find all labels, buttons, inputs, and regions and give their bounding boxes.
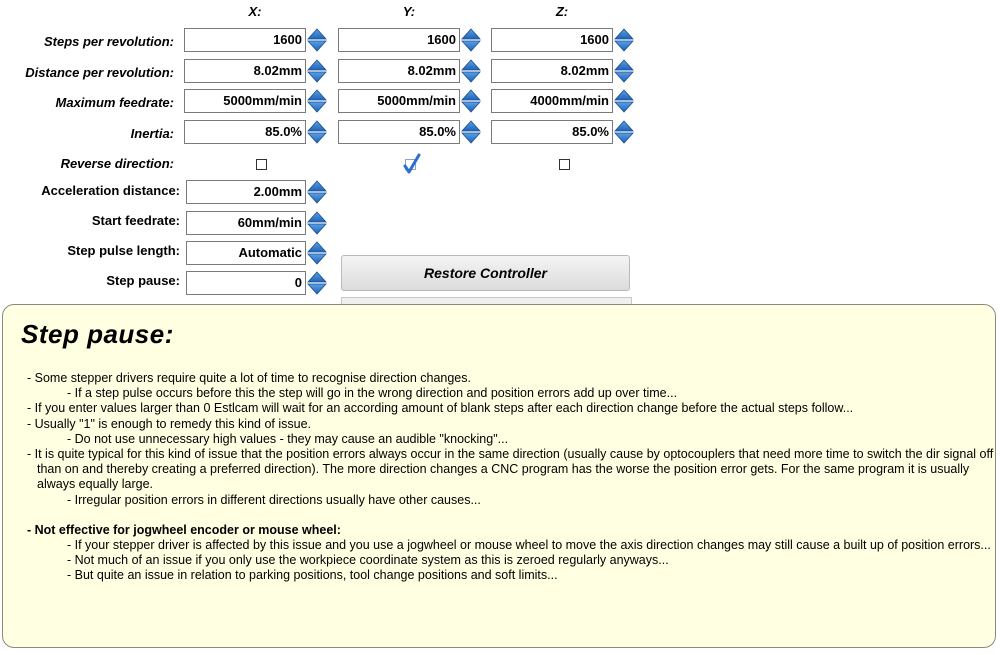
tooltip-line: - If your stepper driver is affected by this issue and you use a jogwheel or mouse wheel to move the axis direction changes may still cause a built up of position errors... xyxy=(67,538,991,553)
maximum-feedrate-label: Maximum feedrate: xyxy=(55,95,174,110)
step-pulse-length-label: Step pulse length: xyxy=(67,243,180,258)
restore-controller-button[interactable]: Restore Controller xyxy=(341,255,630,291)
steps-per-revolution-y-field[interactable]: 1600 xyxy=(338,28,460,52)
inertia-y-field[interactable]: 85.0% xyxy=(338,120,460,144)
distance-per-revolution-y-field[interactable]: 8.02mm xyxy=(338,59,460,83)
steps-per-revolution-z-spinner-icon[interactable] xyxy=(614,28,634,52)
steps-per-revolution-x-spinner-icon[interactable] xyxy=(307,28,327,52)
maximum-feedrate-z-field[interactable]: 4000mm/min xyxy=(491,89,613,113)
step-pause-spinner-icon[interactable] xyxy=(307,271,327,295)
steps-per-revolution-z-field[interactable]: 1600 xyxy=(491,28,613,52)
tooltip-body xyxy=(27,371,995,584)
reverse-direction-y-checkbox[interactable] xyxy=(405,159,416,170)
column-header-z: Z: xyxy=(555,4,569,19)
distance-per-revolution-x-field[interactable]: 8.02mm xyxy=(184,59,306,83)
tooltip-line: - Do not use unnecessary high values - they may cause an audible "knocking"... xyxy=(67,431,509,446)
distance-per-revolution-z-field[interactable]: 8.02mm xyxy=(491,59,613,83)
step-pause-label: Step pause: xyxy=(106,273,180,288)
tooltip-line: - It is quite typical for this kind of issue that the position errors always occur in the same direction (usually cause by optocouplers that need more time to switch the dir signal off than on and thereby creating a preferred direction). The more direction changes a CNC program has the worse the position error gets. For the same program it is usually always equally large. xyxy=(27,447,997,492)
tooltip-line: - Irregular position errors in different directions usually have other causes... xyxy=(67,492,481,507)
steps-per-revolution-y-spinner-icon[interactable] xyxy=(461,28,481,52)
distance-per-revolution-label: Distance per revolution: xyxy=(25,65,174,80)
maximum-feedrate-x-field[interactable]: 5000mm/min xyxy=(184,89,306,113)
start-feedrate-spinner-icon[interactable] xyxy=(307,211,327,235)
steps-per-revolution-x-field[interactable]: 1600 xyxy=(184,28,306,52)
inertia-z-spinner-icon[interactable] xyxy=(614,120,634,144)
inertia-x-spinner-icon[interactable] xyxy=(307,120,327,144)
tooltip-line: - Usually "1" is enough to remedy this kind of issue. xyxy=(27,416,312,431)
distance-per-revolution-x-spinner-icon[interactable] xyxy=(307,59,327,83)
inertia-label: Inertia: xyxy=(130,126,174,141)
tooltip-line: - Not much of an issue if you only use the workpiece coordinate system as this is zeroed regularly anyways... xyxy=(67,553,669,568)
tooltip-line: - Some stepper drivers require quite a lot of time to recognise direction changes. xyxy=(27,371,471,385)
tooltip-line: - If you enter values larger than 0 Estlcam will wait for an according amount of blank steps after each direction change before the actual steps follow... xyxy=(27,401,854,416)
reverse-direction-x-checkbox[interactable] xyxy=(256,159,267,170)
start-feedrate-field[interactable]: 60mm/min xyxy=(186,211,306,235)
acceleration-distance-label: Acceleration distance: xyxy=(41,183,180,198)
distance-per-revolution-z-spinner-icon[interactable] xyxy=(614,59,634,83)
maximum-feedrate-z-spinner-icon[interactable] xyxy=(614,89,634,113)
step-pulse-length-field[interactable]: Automatic xyxy=(186,241,306,265)
acceleration-distance-field[interactable]: 2.00mm xyxy=(186,180,306,204)
checkmark-icon xyxy=(402,153,422,180)
maximum-feedrate-x-spinner-icon[interactable] xyxy=(307,89,327,113)
acceleration-distance-spinner-icon[interactable] xyxy=(307,180,327,204)
help-tooltip xyxy=(2,304,996,648)
tooltip-line: - Not effective for jogwheel encoder or mouse wheel: xyxy=(27,522,341,537)
inertia-y-spinner-icon[interactable] xyxy=(461,120,481,144)
inertia-z-field[interactable]: 85.0% xyxy=(491,120,613,144)
tooltip-line: - But quite an issue in relation to parking positions, tool change positions and soft limits... xyxy=(67,568,558,583)
tooltip-line: - If a step pulse occurs before this the step will go in the wrong direction and position errors add up over time... xyxy=(67,386,678,401)
inertia-x-field[interactable]: 85.0% xyxy=(184,120,306,144)
tooltip-title: Step pause: xyxy=(21,319,174,349)
distance-per-revolution-y-spinner-icon[interactable] xyxy=(461,59,481,83)
steps-per-revolution-label: Steps per revolution: xyxy=(43,34,174,49)
maximum-feedrate-y-field[interactable]: 5000mm/min xyxy=(338,89,460,113)
tooltip-line xyxy=(27,508,995,523)
step-pause-field[interactable]: 0 xyxy=(186,271,306,295)
reverse-direction-z-checkbox[interactable] xyxy=(559,159,570,170)
start-feedrate-label: Start feedrate: xyxy=(91,213,180,228)
reverse-direction-label: Reverse direction: xyxy=(60,156,174,171)
column-header-y: Y: xyxy=(402,4,416,19)
step-pulse-length-spinner-icon[interactable] xyxy=(307,241,327,265)
maximum-feedrate-y-spinner-icon[interactable] xyxy=(461,89,481,113)
column-header-x: X: xyxy=(248,4,262,19)
